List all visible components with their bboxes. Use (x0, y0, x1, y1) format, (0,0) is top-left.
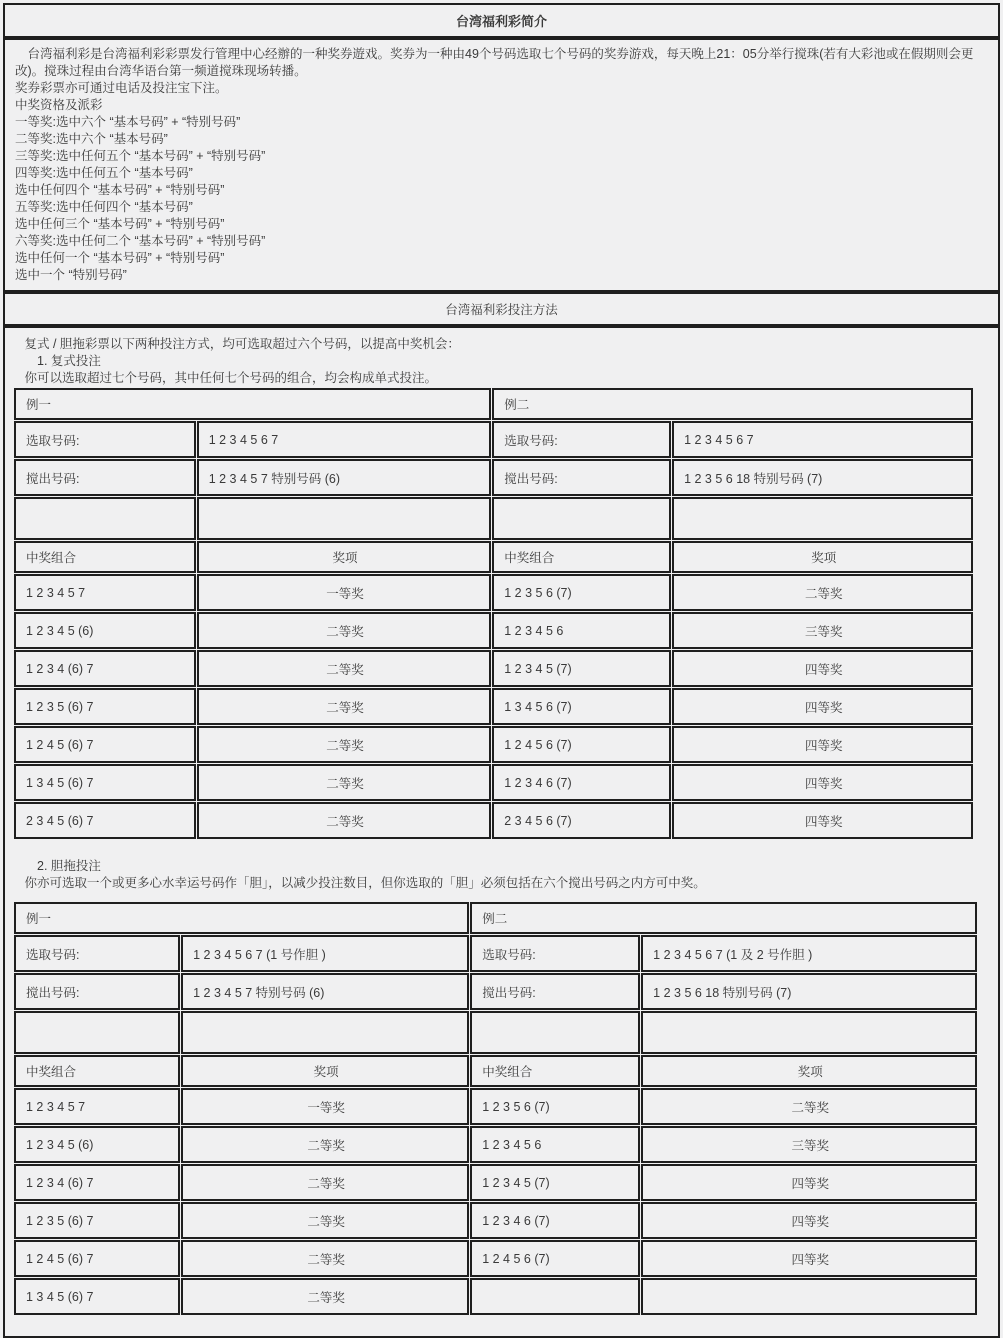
prize-cell: 四等奖 (641, 1240, 977, 1277)
combo-cell: 1 2 3 4 (6) 7 (14, 650, 196, 687)
intro-line: 五等奖:选中任何四个 “基本号码” (15, 200, 193, 214)
intro-line: 选中任何四个 “基本号码” + “特别号码” (15, 183, 225, 197)
intro-line: 奖券彩票亦可通过电话及投注宝下注。 (15, 81, 228, 95)
combo-cell: 1 3 4 5 6 (7) (492, 688, 671, 725)
prize-cell: 四等奖 (672, 726, 973, 763)
combo-cell: 1 2 4 5 6 (7) (470, 1240, 640, 1277)
combo-cell: 1 2 3 5 (6) 7 (14, 1202, 180, 1239)
field-label-cell: 选取号码: (14, 421, 196, 458)
prize-cell: 二等奖 (181, 1202, 469, 1239)
prize-cell: 二等奖 (181, 1126, 469, 1163)
combo-cell: 1 2 3 4 5 (6) (14, 1126, 180, 1163)
prize-cell: 一等奖 (197, 574, 492, 611)
combo-cell: 2 3 4 5 6 (7) (492, 802, 671, 839)
combo-cell: 1 2 3 4 5 6 (470, 1126, 640, 1163)
combo-cell: 1 2 3 4 (6) 7 (14, 1164, 180, 1201)
combo-header-cell: 中奖组合 (492, 541, 671, 573)
betting-intro-line: 1. 复式投注 (12, 354, 101, 368)
combo-cell: 1 2 3 5 (6) 7 (14, 688, 196, 725)
example1-header-cell: 例一 (14, 902, 469, 934)
prize-cell: 二等奖 (197, 612, 492, 649)
spacer-cell (14, 1011, 180, 1054)
intro-line: 台湾福利彩是台湾福利彩彩票发行管理中心经辦的一种奖券遊戏。奖券为一种由49个号码选取七个号码的奖券游戏，每天晚上21：05分举行搅珠(若有大彩池或在假期则会更改)。搅珠过程由台湾华语台第一频道搅珠现场转播。 (15, 47, 974, 78)
prize-cell: 二等奖 (197, 688, 492, 725)
prize-header-cell: 奖项 (181, 1055, 469, 1087)
betting-intro-text (10, 336, 993, 387)
example1-header-cell: 例一 (14, 388, 491, 420)
dantuo-bet-example-table (13, 901, 978, 1316)
combo-header-cell: 中奖组合 (470, 1055, 640, 1087)
field-value-cell: 1 2 3 4 5 7 特别号码 (6) (181, 973, 469, 1010)
combo-cell: 2 3 4 5 (6) 7 (14, 802, 196, 839)
intro-line: 四等奖:选中任何五个 “基本号码” (15, 166, 193, 180)
dantuo-intro-line: 你亦可选取一个或更多心水幸运号码作「胆」，以减少投注数目，但你选取的「胆」必须包括在六个搅出号码之内方可中奖。 (12, 876, 706, 890)
combo-header-cell: 中奖组合 (14, 1055, 180, 1087)
prize-cell: 四等奖 (641, 1202, 977, 1239)
combo-cell: 1 2 3 4 5 (6) (14, 612, 196, 649)
prize-cell: 二等奖 (197, 650, 492, 687)
prize-header-cell: 奖项 (641, 1055, 977, 1087)
combo-header-cell: 中奖组合 (14, 541, 196, 573)
combo-cell: 1 2 3 4 6 (7) (492, 764, 671, 801)
field-value-cell: 1 2 3 4 5 6 7 (1 号作胆 ) (181, 935, 469, 972)
prize-cell: 四等奖 (672, 802, 973, 839)
prize-cell: 四等奖 (672, 764, 973, 801)
prize-cell: 四等奖 (672, 688, 973, 725)
prize-cell: 二等奖 (197, 764, 492, 801)
combo-cell: 1 2 3 4 6 (7) (470, 1202, 640, 1239)
intro-line: 三等奖:选中任何五个 “基本号码” + “特别号码” (15, 149, 266, 163)
field-label-cell: 选取号码: (492, 421, 671, 458)
spacer-cell (197, 497, 492, 540)
betting-intro-line: 你可以选取超过七个号码，其中任何七个号码的组合，均会构成单式投注。 (12, 371, 438, 385)
field-value-cell: 1 2 3 4 5 7 特别号码 (6) (197, 459, 492, 496)
intro-text-box (3, 38, 1000, 292)
combo-cell: 1 2 4 5 6 (7) (492, 726, 671, 763)
field-label-cell: 选取号码: (470, 935, 640, 972)
combo-cell: 1 2 4 5 (6) 7 (14, 726, 196, 763)
intro-title-bar (3, 3, 1000, 38)
field-label-cell: 选取号码: (14, 935, 180, 972)
intro-line: 选中任何一个 “基本号码” + “特别号码” (15, 251, 225, 265)
prize-cell: 二等奖 (181, 1164, 469, 1201)
intro-line: 二等奖:选中六个 “基本号码” (15, 132, 168, 146)
spacer-cell (641, 1011, 977, 1054)
spacer-cell (181, 1011, 469, 1054)
combo-cell: 1 2 3 5 6 (7) (470, 1088, 640, 1125)
prize-cell: 二等奖 (181, 1240, 469, 1277)
prize-cell: 二等奖 (181, 1278, 469, 1315)
combo-cell (470, 1278, 640, 1315)
combo-cell: 1 3 4 5 (6) 7 (14, 764, 196, 801)
field-label-cell: 搅出号码: (492, 459, 671, 496)
prize-cell: 四等奖 (672, 650, 973, 687)
prize-cell: 二等奖 (197, 726, 492, 763)
prize-cell: 一等奖 (181, 1088, 469, 1125)
betting-section-title: 台湾福利彩投注方法 (445, 303, 558, 317)
prize-cell: 四等奖 (641, 1164, 977, 1201)
prize-cell: 二等奖 (641, 1088, 977, 1125)
combo-cell: 1 3 4 5 (6) 7 (14, 1278, 180, 1315)
combo-cell: 1 2 4 5 (6) 7 (14, 1240, 180, 1277)
field-value-cell: 1 2 3 4 5 6 7 (1 及 2 号作胆 ) (641, 935, 977, 972)
betting-title-bar (3, 292, 1000, 326)
intro-line: 选中一个 “特别号码” (15, 268, 127, 282)
prize-header-cell: 奖项 (197, 541, 492, 573)
spacer-cell (14, 497, 196, 540)
prize-cell: 二等奖 (672, 574, 973, 611)
field-label-cell: 搅出号码: (470, 973, 640, 1010)
prize-cell (641, 1278, 977, 1315)
intro-line: 选中任何三个 “基本号码” + “特别号码” (15, 217, 225, 231)
compound-bet-example-table (13, 387, 974, 840)
field-label-cell: 搅出号码: (14, 459, 196, 496)
example2-header-cell: 例二 (470, 902, 977, 934)
field-value-cell: 1 2 3 4 5 6 7 (672, 421, 973, 458)
page-title: 台湾福利彩简介 (455, 14, 547, 29)
intro-line: 一等奖:选中六个 “基本号码” + “特别号码” (15, 115, 241, 129)
prize-header-cell: 奖项 (672, 541, 973, 573)
combo-cell: 1 2 3 4 5 6 (492, 612, 671, 649)
combo-cell: 1 2 3 5 6 (7) (492, 574, 671, 611)
prize-cell: 三等奖 (641, 1126, 977, 1163)
spacer-cell (470, 1011, 640, 1054)
prize-cell: 二等奖 (197, 802, 492, 839)
combo-cell: 1 2 3 4 5 (7) (470, 1164, 640, 1201)
betting-intro-line: 复式 / 胆拖彩票以下两种投注方式，均可选取超过六个号码，以提高中奖机会： (12, 337, 460, 351)
field-value-cell: 1 2 3 5 6 18 特别号码 (7) (672, 459, 973, 496)
field-label-cell: 搅出号码: (14, 973, 180, 1010)
dantuo-intro-line: 2. 胆拖投注 (12, 859, 101, 873)
betting-content-box (3, 326, 1000, 1338)
combo-cell: 1 2 3 4 5 7 (14, 574, 196, 611)
spacer-cell (672, 497, 973, 540)
combo-cell: 1 2 3 4 5 7 (14, 1088, 180, 1125)
intro-line: 六等奖:选中任何二个 “基本号码” + “特别号码” (15, 234, 266, 248)
example2-header-cell: 例二 (492, 388, 973, 420)
intro-line: 中奖资格及派彩 (15, 98, 103, 112)
field-value-cell: 1 2 3 5 6 18 特别号码 (7) (641, 973, 977, 1010)
dantuo-intro-text (10, 858, 993, 892)
field-value-cell: 1 2 3 4 5 6 7 (197, 421, 492, 458)
prize-cell: 三等奖 (672, 612, 973, 649)
spacer-cell (492, 497, 671, 540)
combo-cell: 1 2 3 4 5 (7) (492, 650, 671, 687)
